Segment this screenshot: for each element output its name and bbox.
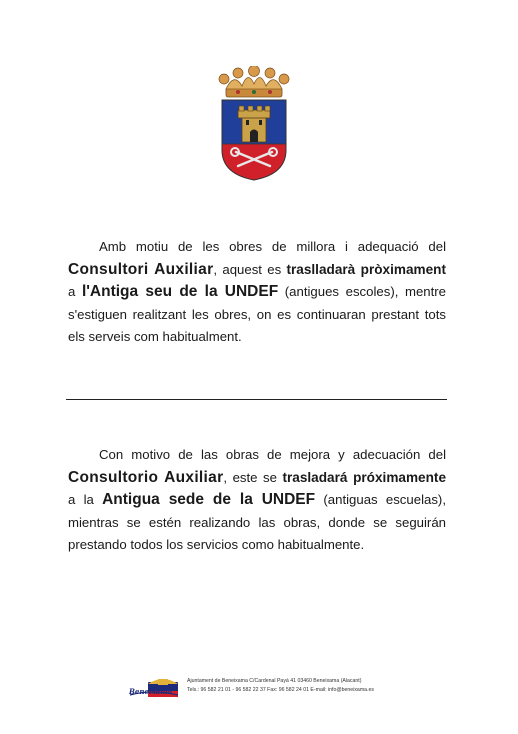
letterhead-footer (128, 676, 388, 700)
new-location: Antigua sede de la UNDEF (102, 491, 316, 508)
notice-paragraph-spanish (68, 444, 446, 557)
text: , este se (223, 469, 283, 485)
move-notice: traslladarà pròximament (286, 261, 446, 277)
text: , aquest es (213, 261, 287, 277)
phone-email-line: Tels.: 96 582 21 01 - 96 582 22 37 Fax: 96 582 24 01 E-mail: info@beneixama.es (187, 687, 374, 693)
section-divider (66, 399, 447, 400)
text: a (68, 284, 82, 299)
text: Amb motiu de les obres de millora i adequació del (99, 239, 446, 254)
town-coat-of-arms-icon (212, 66, 296, 184)
town-logo-icon (128, 676, 180, 700)
text: (antiguas escuelas), mientras se estén realizando las obras, donde se seguirán prestando todos los servicios como habitualmente. (68, 492, 446, 552)
logo-wordmark: Beneixama (129, 687, 173, 696)
text: a la (68, 492, 103, 507)
new-location: l'Antiga seu de la UNDEF (81, 283, 279, 300)
facility-name: Consultorio Auxiliar (68, 468, 224, 486)
text: (antigues escoles), mentre s'estiguen realitzant les obres, on es continuaran prestant tots els serveis com habitualment. (68, 284, 447, 344)
text: Con motivo de las obras de mejora y adecuación del (99, 447, 446, 462)
facility-name: Consultori Auxiliar (68, 260, 214, 278)
contact-info (187, 677, 374, 695)
notice-paragraph-catalan (68, 236, 446, 349)
address-line: Ajuntament de Beneixama C/Cardenal Payá 41 03460 Beneixama (Alacant) (187, 678, 362, 684)
move-notice: trasladará próximamente (282, 469, 447, 485)
